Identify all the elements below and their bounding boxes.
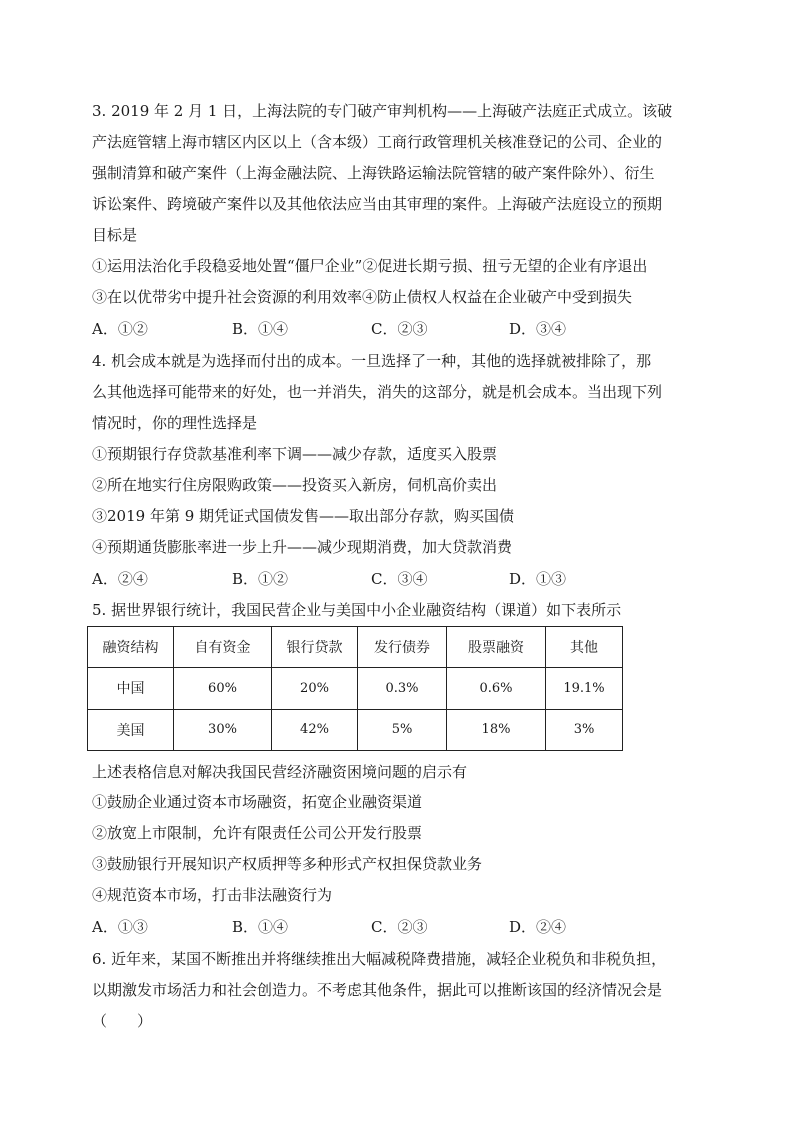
q5-line: 上述表格信息对解决我国民营经济融资困境问题的启示有 [92,763,468,781]
table-cell: 18% [447,709,546,750]
q5-statement: ④规范资本市场，打击非法融资行为 [92,886,333,904]
q3-option-d[interactable]: D．③④ [509,320,567,338]
q4-line: 4. 机会成本就是为选择而付出的成本。一旦选择了一种，其他的选择就被排除了，那 [92,352,652,370]
q3-statement: ①运用法治化手段稳妥地处置“僵尸企业”②促进长期亏损、扭亏无望的企业有序退出 [92,257,648,275]
q6-answer-blank: （ ） [92,1012,153,1030]
q5-statement: ①鼓励企业通过资本市场融资，拓宽企业融资渠道 [92,793,423,811]
q3-line: 强制清算和破产案件（上海金融法院、上海铁路运输法院管辖的破产案件除外）、衍生 [92,164,655,182]
q4-line: 情况时，你的理性选择是 [92,414,258,432]
q3-line: 产法庭管辖上海市辖区内区以上（含本级）工商行政管理机关核准登记的公司、企业的 [92,133,663,151]
table-cell: 5% [358,709,447,750]
q3-option-c[interactable]: C．②③ [371,320,428,338]
q5-option-a[interactable]: A．①③ [92,918,148,936]
q3-line: 诉讼案件、跨境破产案件以及其他依法应当由其审理的案件。上海破产法庭设立的预期 [92,195,663,213]
q4-statement: ③2019 年第 9 期凭证式国债发售——取出部分存款，购买国债 [92,507,515,525]
q4-statement: ④预期通货膨胀率进一步上升——减少现期消费，加大贷款消费 [92,538,513,556]
q3-line: 目标是 [92,226,138,244]
q5-statement: ②放宽上市限制，允许有限责任公司公开发行股票 [92,824,423,842]
table-header-cell: 融资结构 [88,627,174,668]
table-header-row [88,627,623,668]
table-header-cell: 自有资金 [174,627,272,668]
q3-line: 3. 2019 年 2 月 1 日，上海法院的专门破产审判机构——上海破产法庭正式成立。该破 [92,102,673,120]
table-header-cell: 银行贷款 [272,627,358,668]
table-cell: 中国 [88,668,174,709]
financing-structure-table [87,626,623,751]
table-cell: 0.6% [447,668,546,709]
table-header-cell: 股票融资 [447,627,546,668]
q4-statement: ②所在地实行住房限购政策——投资买入新房，伺机高价卖出 [92,476,498,494]
table-cell: 42% [272,709,358,750]
table-cell: 美国 [88,709,174,750]
q4-statement: ①预期银行存贷款基准利率下调——减少存款，适度买入股票 [92,445,498,463]
table-row-usa [88,709,623,750]
table-cell: 20% [272,668,358,709]
table-cell: 0.3% [358,668,447,709]
q4-option-d[interactable]: D．①③ [509,570,567,588]
q5-option-b[interactable]: B．①④ [232,918,289,936]
q5-option-d[interactable]: D．②④ [509,918,567,936]
q3-option-b[interactable]: B．①④ [232,320,289,338]
q3-statement: ③在以优带劣中提升社会资源的利用效率④防止债权人权益在企业破产中受到损失 [92,288,633,306]
table-cell: 60% [174,668,272,709]
q4-line: 么其他选择可能带来的好处，也一并消失，消失的这部分，就是机会成本。当出现下列 [92,383,663,401]
table-cell: 30% [174,709,272,750]
q5-statement: ③鼓励银行开展知识产权质押等多种形式产权担保贷款业务 [92,855,483,873]
table-row-china [88,668,623,709]
q4-option-a[interactable]: A．②④ [92,570,148,588]
q6-line: 6. 近年来，某国不断推出并将继续推出大幅减税降费措施，减轻企业税负和非税负担， [92,950,667,968]
q4-option-c[interactable]: C．③④ [371,570,428,588]
table-header-cell: 发行债券 [358,627,447,668]
q3-option-a[interactable]: A．①② [92,320,148,338]
q5-intro: 5. 据世界银行统计，我国民营企业与美国中小企业融资结构（课道）如下表所示 [92,601,622,619]
q5-option-c[interactable]: C．②③ [371,918,428,936]
q6-line: 以期激发市场活力和社会创造力。不考虑其他条件，据此可以推断该国的经济情况会是 [92,981,663,999]
table-header-cell: 其他 [546,627,623,668]
table-cell: 19.1% [546,668,623,709]
q4-option-b[interactable]: B．①② [232,570,289,588]
table-cell: 3% [546,709,623,750]
